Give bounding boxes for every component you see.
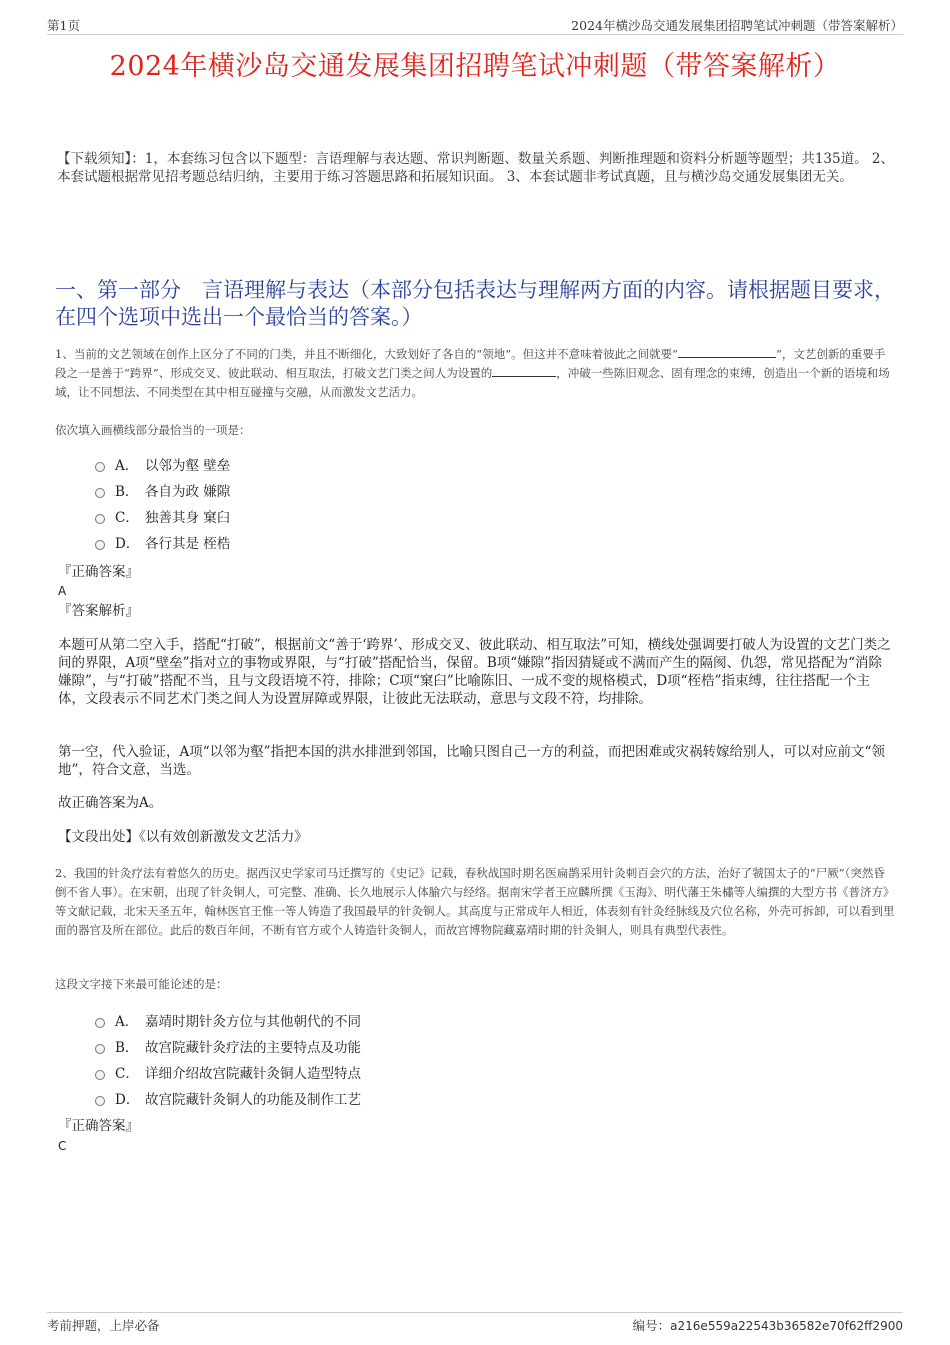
option-letter: D． — [115, 536, 140, 552]
option-text: 独善其身 窠臼 — [145, 510, 231, 526]
option-text: 故宫院藏针灸疗法的主要特点及功能 — [145, 1040, 361, 1056]
source-citation: 【文段出处】《以有效创新激发文艺活力》 — [58, 829, 308, 845]
option-letter: D． — [115, 1092, 140, 1108]
option-text: 嘉靖时期针灸方位与其他朝代的不同 — [145, 1014, 361, 1030]
option-c[interactable] — [95, 505, 230, 531]
analysis-paragraph-1: 本题可从第二空入手，搭配“打破”，根据前文“善于‘跨界’、形成交叉、彼此联动、相互取法”可知，横线处强调要打破人为设置的文艺门类之间的界限，A项“壁垒”指对立的事物或界限，与“打破”搭配恰当，保留。B项“嫌隙”指因猜疑或不满而产生的隔阂、仇怨，常见搭配为“消除嫌隙”，与“打破”搭配不当，且与文段语境不符，排除；C项“窠臼”比喻陈旧、一成不变的规格模式，D项“桎梏”指束缚，往往搭配一个主体，文段表示不同艺术门类之间人为设置屏障或界限，让彼此无法联动，意思与文段不符，均排除。 — [58, 637, 891, 707]
header-doc-title: 2024年横沙岛交通发展集团招聘笔试冲刺题（带答案解析） — [571, 18, 903, 33]
question-2-prompt: 这段文字接下来最可能论述的是： — [55, 977, 228, 991]
option-text: 详细介绍故宫院藏针灸铜人造型特点 — [145, 1066, 361, 1082]
option-d[interactable] — [95, 1087, 361, 1113]
radio-icon[interactable] — [95, 488, 105, 498]
question-1-text-part: ”，文艺创新的重要手段之一是善于“跨界”、形成交叉、彼此联动、相互取法，打破文艺门类之间人为设置的 — [55, 347, 886, 380]
option-text: 各行其是 桎梏 — [145, 536, 231, 552]
option-text: 以邻为壑 壁垒 — [145, 458, 231, 474]
fill-blank-2 — [492, 364, 556, 377]
option-letter: C． — [115, 1066, 139, 1082]
footer-code-value: a216e559a22543b36582e70f62ff2900 — [670, 1319, 903, 1333]
document-title: 2024年横沙岛交通发展集团招聘笔试冲刺题（带答案解析） — [109, 51, 841, 82]
footer-code-label: 编号： — [632, 1318, 671, 1333]
answer-value: A — [58, 584, 67, 598]
option-text: 各自为政 嫌隙 — [145, 484, 231, 500]
option-letter: B． — [115, 1040, 139, 1056]
answer-label: 『正确答案』 — [58, 1118, 139, 1134]
option-d[interactable] — [95, 531, 230, 557]
page-footer — [47, 1312, 903, 1333]
radio-icon[interactable] — [95, 514, 105, 524]
option-letter: B． — [115, 484, 139, 500]
question-1-text-part: 1、当前的文艺领域在创作上区分了不同的门类，并且不断细化，大致划好了各自的“领地”。但这并不意味着彼此之间就要“ — [55, 347, 678, 361]
option-a[interactable] — [95, 1009, 361, 1035]
answer-value: C — [58, 1139, 67, 1153]
download-notice: 【下载须知】：1，本套练习包含以下题型：言语理解与表达题、常识判断题、数量关系题、判断推理题和资料分析题等题型；共135道。 2、本套试题根据常见招考题总结归纳，主要用于练习答题思路和拓展知识面。 3、本套试题非考试真题，且与横沙岛交通发展集团无关。 — [57, 151, 894, 185]
footer-code — [633, 1316, 903, 1334]
page-header — [47, 14, 903, 35]
analysis-label: 『答案解析』 — [58, 603, 139, 619]
question-1-prompt: 依次填入画横线部分最恰当的一项是： — [55, 423, 251, 437]
footer-slogan: 考前押题，上岸必备 — [47, 1318, 160, 1333]
answer-label: 『正确答案』 — [58, 564, 139, 580]
question-2-text: 2、我国的针灸疗法有着悠久的历史。据西汉史学家司马迁撰写的《史记》记载，春秋战国时期名医扁鹊采用针灸刺百会穴的方法，治好了虢国太子的“尸厥”（突然昏倒不省人事）。在宋朝，出现了针灸铜人，可完整、准确、长久地展示人体腧穴与经络。据南宋学者王应麟所撰《玉海》、明代藩王朱橚等人编撰的大型方书《普济方》等文献记载，北宋天圣五年，翰林医官王惟一等人铸造了我国最早的针灸铜人。其高度与正常成年人相近，体表刻有针灸经脉线及穴位名称，外壳可拆卸，可以看到里面的器官及所在部位。此后的数百年间，不断有官方或个人铸造针灸铜人，而故宫博物院藏嘉靖时期的针灸铜人，则具有典型代表性。 — [55, 866, 895, 937]
option-b[interactable] — [95, 479, 230, 505]
option-c[interactable] — [95, 1061, 361, 1087]
question-1-text-part: ，冲破一些陈旧观念、固有理念的束缚，创造出一个新的语境和场域，让不同想法、不同类型在其中相互碰撞与交融，从而激发文艺活力。 — [55, 366, 890, 399]
question-1-text — [55, 345, 895, 402]
option-letter: C． — [115, 510, 139, 526]
radio-icon[interactable] — [95, 1018, 105, 1028]
page-number-label: 第1页 — [47, 18, 80, 33]
section-heading: 一、第一部分 言语理解与表达（本部分包括表达与理解两方面的内容。请根据题目要求，在四个选项中选出一个最恰当的答案。） — [55, 278, 895, 329]
analysis-paragraph-2: 第一空，代入验证，A项“以邻为壑”指把本国的洪水排泄到邻国，比喻只图自己一方的利益，而把困难或灾祸转嫁给别人，可以对应前文“领地”，符合文意，当选。 — [58, 744, 885, 778]
option-text: 故宫院藏针灸铜人的功能及制作工艺 — [145, 1092, 361, 1108]
question-1-options — [95, 453, 230, 557]
option-letter: A． — [115, 458, 139, 474]
option-letter: A． — [115, 1014, 139, 1030]
option-b[interactable] — [95, 1035, 361, 1061]
question-2-options — [95, 1009, 361, 1113]
option-a[interactable] — [95, 453, 230, 479]
radio-icon[interactable] — [95, 1070, 105, 1080]
radio-icon[interactable] — [95, 540, 105, 550]
analysis-conclusion: 故正确答案为A。 — [58, 795, 163, 811]
radio-icon[interactable] — [95, 1096, 105, 1106]
radio-icon[interactable] — [95, 1044, 105, 1054]
fill-blank-1 — [678, 345, 776, 358]
radio-icon[interactable] — [95, 462, 105, 472]
